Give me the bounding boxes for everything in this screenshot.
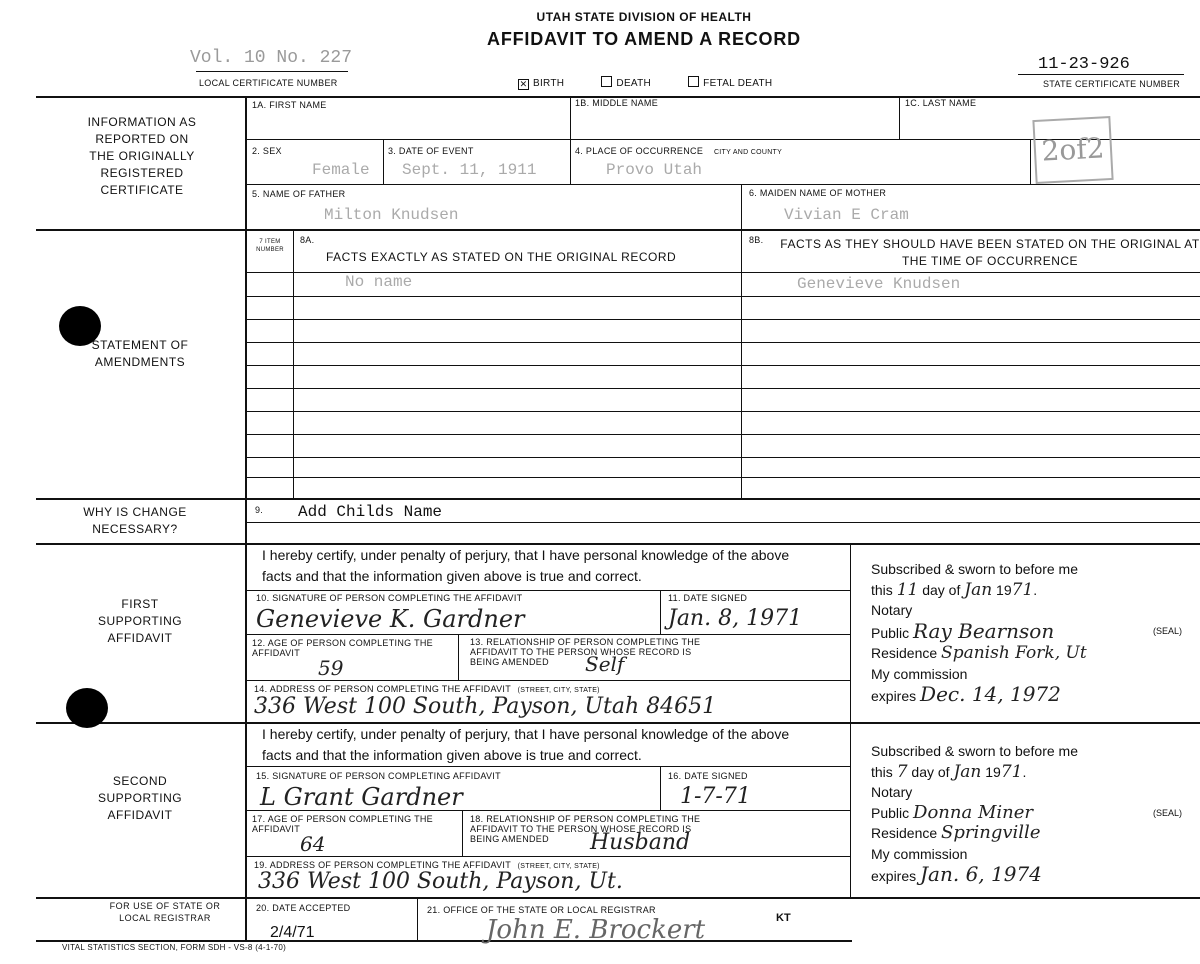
amend-row: [246, 457, 1200, 458]
amend-row: [246, 342, 1200, 343]
first-relationship-value: Self: [585, 652, 625, 676]
amendments-section-label: STATEMENT OF AMENDMENTS: [91, 338, 189, 369]
first-notary-expires-label: expires: [871, 688, 917, 704]
second-notary-commission: My commission: [871, 845, 968, 862]
middle-name-label: 1B. MIDDLE NAME: [575, 98, 659, 108]
rule-info-2: [246, 184, 1200, 185]
corrected-record-value: Genevieve Knudsen: [797, 275, 961, 293]
second-notary-year: 71: [1000, 761, 1023, 782]
first-notary-label: Notary: [871, 602, 913, 618]
mother-name-value: Vivian E Cram: [784, 206, 909, 224]
first-address-label-sub: (STREET, CITY, STATE): [517, 687, 600, 694]
second-notary-label: Notary: [871, 784, 913, 800]
col-a-number: 8A.: [300, 235, 315, 245]
second-notary-seal: (SEAL): [1153, 807, 1183, 818]
second-notary-expires-value: Jan. 6, 1974: [920, 862, 1042, 886]
rule-aff2-date-divider: [660, 766, 661, 810]
first-signature-value: Genevieve K. Gardner: [256, 605, 525, 633]
first-notary-day: 11: [896, 579, 919, 600]
first-notary-day-of: day of: [922, 581, 961, 598]
first-notary-residence-line: [871, 643, 1191, 664]
first-address-label-main: 14. ADDRESS OF PERSON COMPLETING THE AFFIDAVIT: [254, 684, 511, 694]
mother-name-label: 6. MAIDEN NAME OF MOTHER: [749, 188, 887, 198]
why-section-label: WHY IS CHANGE NECESSARY?: [83, 505, 187, 536]
amend-row: [246, 319, 1200, 320]
checkbox-fetal-death[interactable]: [688, 78, 772, 89]
rule-footer-divider: [417, 898, 418, 942]
rule-place-divider: [1030, 140, 1031, 184]
first-date-signed-label: 11. DATE SIGNED: [668, 593, 748, 603]
second-relationship-label: 18. RELATIONSHIP OF PERSON COMPLETING THE AFFIDAVIT TO THE PERSON WHOSE RECORD IS BEING AMENDED: [470, 814, 701, 844]
first-name-label: 1A. FIRST NAME: [252, 100, 327, 110]
first-notary-expires-value: Dec. 14, 1972: [920, 682, 1061, 706]
form-identifier: VITAL STATISTICS SECTION, FORM SDH - VS-8 (4-1-70): [62, 943, 287, 952]
rule-notary-1-left: [850, 544, 851, 722]
second-signature-value: L Grant Gardner: [260, 783, 463, 811]
amend-row: [246, 365, 1200, 366]
rule-date-divider: [570, 140, 571, 184]
rule-why-mid: [246, 522, 1200, 523]
checkbox-death-label: DEATH: [616, 78, 652, 89]
first-notary-seal: (SEAL): [1153, 625, 1183, 636]
local-cert-underline: [196, 71, 348, 72]
checkbox-fetal-death-box[interactable]: [688, 76, 699, 87]
first-notary-commission: My commission: [871, 665, 968, 682]
checkbox-death-box[interactable]: [601, 76, 612, 87]
second-relationship-value: Husband: [590, 830, 691, 855]
rule-aff1-1: [246, 590, 850, 591]
second-notary-date-line: this 7 day of Jan 1971.: [871, 761, 1027, 782]
second-address-label-sub: (STREET, CITY, STATE): [517, 863, 600, 870]
registrar-office-label: 21. OFFICE OF THE STATE OR LOCAL REGISTRAR: [427, 905, 656, 915]
registrar-signature: John E. Brockert: [486, 915, 706, 945]
second-notary-this: this: [871, 763, 893, 780]
local-certificate-label: LOCAL CERTIFICATE NUMBER: [199, 78, 338, 88]
second-notary-public-line: [871, 803, 1191, 824]
original-record-value: No name: [345, 273, 413, 291]
rule-aff2-1: [246, 766, 850, 767]
father-name-label: 5. NAME OF FATHER: [252, 189, 346, 199]
second-address-value: 336 West 100 South, Payson, Ut.: [258, 869, 623, 894]
second-date-signed-label: 16. DATE SIGNED: [668, 771, 748, 781]
first-notary-year-prefix: 19: [996, 581, 1012, 598]
amend-row: [246, 477, 1200, 478]
first-certify-text: I hereby certify, under penalty of perjury, that I have personal knowledge of the above facts and that the information given above is true and correct.: [262, 547, 790, 584]
amend-row: [246, 388, 1200, 389]
second-notary-day-of: day of: [911, 763, 950, 780]
checkbox-fetal-death-label: FETAL DEATH: [703, 78, 773, 89]
first-signature-label: 10. SIGNATURE OF PERSON COMPLETING THE AFFIDAVIT: [256, 593, 523, 603]
first-notary-public-label: Public: [871, 624, 910, 641]
first-notary-public-line: [871, 618, 1191, 644]
first-notary-residence-label: Residence: [871, 645, 938, 661]
date-accepted-value: 2/4/71: [270, 924, 315, 941]
rule-notary-2-left: [850, 724, 851, 898]
amend-row: [246, 296, 1200, 297]
info-section-label: INFORMATION AS REPORTED ON THE ORIGINALLY REGISTERED CERTIFICATE: [87, 115, 197, 197]
first-notary-public-value: Ray Bearnson: [913, 618, 1055, 643]
item-number-label: 7 ITEM NUMBER: [256, 239, 284, 253]
second-notary-sworn: Subscribed & sworn to before me: [871, 743, 1078, 759]
second-notary-residence-value: Springville: [941, 822, 1041, 843]
state-certificate-number-value: 11-23-926: [1038, 55, 1130, 74]
event-type-checkboxes: [518, 76, 772, 90]
place-value: Provo Utah: [606, 161, 703, 179]
first-relationship-label: 13. RELATIONSHIP OF PERSON COMPLETING THE AFFIDAVIT TO THE PERSON WHOSE RECORD IS BEING AMENDED: [470, 637, 701, 667]
second-notary-public-label: Public: [871, 804, 910, 821]
first-affidavit-section-label: FIRST SUPPORTING AFFIDAVIT: [97, 597, 183, 645]
rule-amend-bottom: [36, 498, 1200, 500]
page-count-stamp-text: 2of2: [1040, 131, 1106, 168]
first-address-value: 336 West 100 South, Payson, Utah 84651: [254, 694, 717, 719]
second-notary-expires-line: [871, 864, 1191, 887]
amend-row: [246, 434, 1200, 435]
why-number: 9.: [255, 505, 264, 515]
state-cert-underline: [1018, 74, 1184, 75]
rule-parent-divider: [741, 185, 742, 229]
second-notary-expires-label: expires: [871, 868, 917, 884]
page-count-stamp: [1032, 116, 1113, 184]
first-notary-sworn: Subscribed & sworn to before me: [871, 561, 1078, 577]
second-notary-block: [871, 741, 1191, 887]
rule-info-bottom: [36, 229, 1200, 231]
amend-row: [246, 411, 1200, 412]
rule-aff2-age-divider: [462, 810, 463, 856]
second-age-value: 64: [300, 832, 326, 856]
first-date-signed-value: Jan. 8, 1971: [668, 606, 803, 631]
first-age-label: 12. AGE OF PERSON COMPLETING THE AFFIDAVIT: [252, 638, 433, 658]
rule-aff2-3: [246, 856, 850, 857]
second-notary-residence-label: Residence: [871, 825, 938, 841]
rule-aff1-3: [246, 680, 850, 681]
rule-name-divider-1: [570, 96, 571, 140]
rule-footer-bottom: [36, 940, 852, 942]
first-notary-year: 71: [1011, 579, 1034, 600]
col-a-title: FACTS EXACTLY AS STATED ON THE ORIGINAL RECORD: [326, 250, 677, 264]
sex-value: Female: [312, 161, 370, 179]
second-age-label: 17. AGE OF PERSON COMPLETING THE AFFIDAVIT: [252, 814, 433, 834]
last-name-label: 1C. LAST NAME: [905, 98, 977, 108]
second-certify-text: I hereby certify, under penalty of perjury, that I have personal knowledge of the above facts and that the information given above is true and correct.: [262, 726, 790, 763]
registrar-initials: KT: [776, 912, 791, 924]
checkbox-birth-box[interactable]: ✕: [519, 79, 528, 89]
rule-aff1-date-divider: [660, 590, 661, 634]
second-signature-label: 15. SIGNATURE OF PERSON COMPLETING AFFIDAVIT: [256, 771, 501, 781]
second-notary-residence-line: [871, 823, 1191, 844]
first-age-value: 59: [318, 656, 344, 680]
rule-aff1-2: [246, 634, 850, 635]
first-notary-residence-value: Spanish Fork, Ut: [941, 643, 1087, 663]
checkbox-birth[interactable]: [518, 78, 564, 89]
second-notary-day: 7: [896, 761, 908, 782]
place-label-main: 4. PLACE OF OCCURRENCE: [575, 146, 704, 156]
first-notary-month: Jan: [964, 579, 993, 600]
second-date-signed-value: 1-7-71: [680, 784, 751, 809]
date-accepted-label: 20. DATE ACCEPTED: [256, 903, 351, 913]
second-notary-month: Jan: [953, 761, 982, 782]
state-certificate-label: STATE CERTIFICATE NUMBER: [1043, 79, 1181, 89]
col-b-number: 8B.: [749, 235, 764, 245]
place-label: [575, 146, 782, 158]
rule-aff2-bottom: [36, 897, 1200, 899]
checkbox-birth-label: BIRTH: [533, 78, 565, 89]
first-notary-block: [871, 559, 1191, 707]
form-title: AFFIDAVIT TO AMEND A RECORD: [487, 29, 801, 49]
punch-hole: [59, 306, 101, 346]
office-use-label: FOR USE OF STATE OR LOCAL REGISTRAR: [109, 901, 221, 923]
first-notary-expires-line: [871, 684, 1191, 707]
father-name-value: Milton Knudsen: [324, 206, 459, 224]
checkbox-death[interactable]: [601, 78, 651, 89]
rule-sex-divider: [383, 140, 384, 184]
date-of-event-value: Sept. 11, 1911: [402, 161, 537, 179]
first-notary-date-line: this 11 day of Jan 1971.: [871, 579, 1038, 600]
second-notary-year-prefix: 19: [985, 763, 1001, 780]
rule-name-divider-2: [899, 96, 900, 140]
sex-label: 2. SEX: [252, 146, 282, 156]
second-address-label-main: 19. ADDRESS OF PERSON COMPLETING THE AFFIDAVIT: [254, 860, 511, 870]
why-value: Add Childs Name: [298, 503, 443, 521]
second-affidavit-section-label: SECOND SUPPORTING AFFIDAVIT: [97, 774, 183, 822]
local-certificate-number-value: Vol. 10 No. 227: [190, 48, 353, 68]
col-b-title: FACTS AS THEY SHOULD HAVE BEEN STATED ON THE ORIGINAL AT THE TIME OF OCCURRENCE: [780, 237, 1200, 268]
date-of-event-label: 3. DATE OF EVENT: [388, 146, 474, 156]
rule-aff1-age-divider: [458, 634, 459, 680]
agency-name: UTAH STATE DIVISION OF HEALTH: [536, 10, 752, 24]
place-label-sub: CITY AND COUNTY: [713, 149, 783, 156]
first-notary-this: this: [871, 581, 893, 598]
second-notary-public-value: Donna Miner: [913, 801, 1033, 823]
rule-left-column: [245, 96, 247, 940]
punch-hole: [66, 688, 108, 728]
